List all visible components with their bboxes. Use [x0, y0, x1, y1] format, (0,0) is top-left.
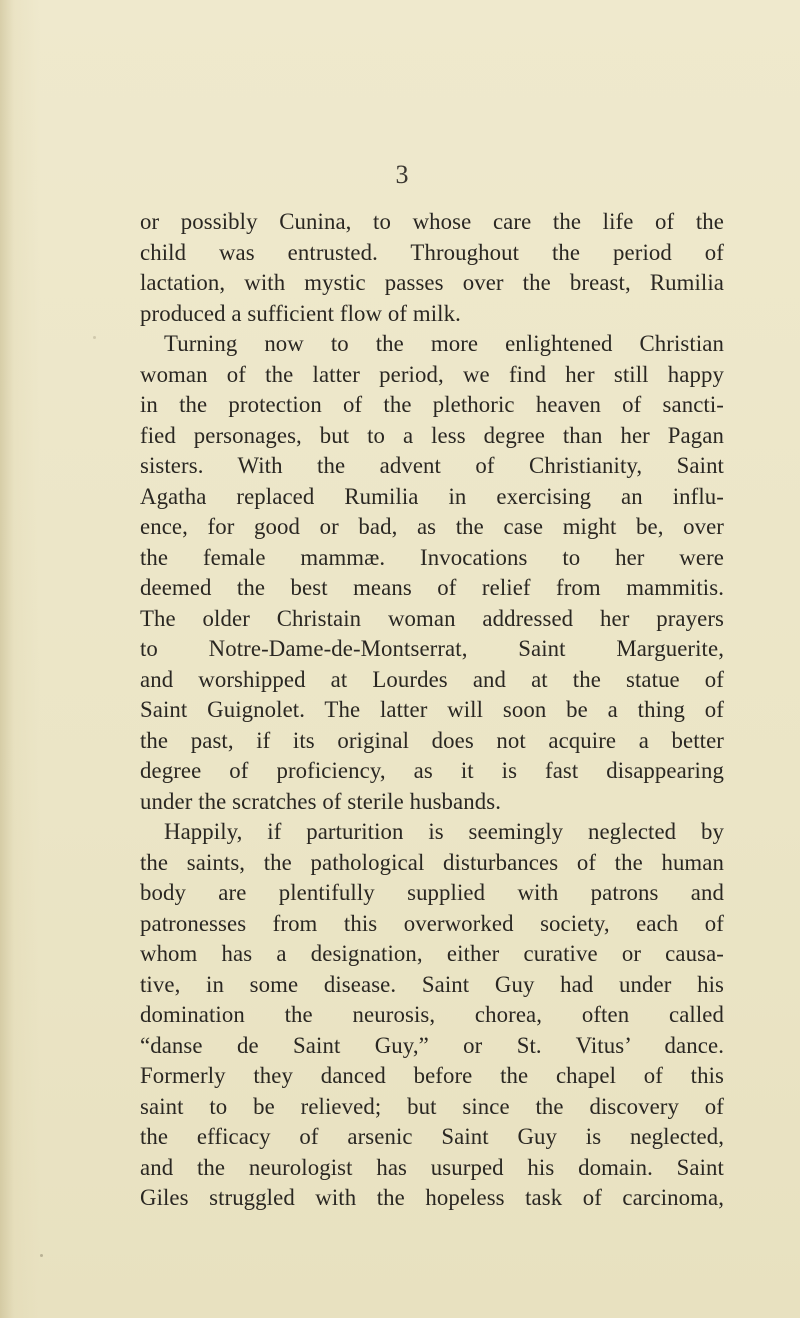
text-line: Giles struggled with the hopeless task of carcinoma,	[140, 1185, 724, 1210]
text-line: or possibly Cunina, to whose care the life of the	[140, 209, 724, 234]
text-line: produced a sufficient flow of milk.	[140, 300, 461, 326]
text-line: domination the neurosis, chorea, often called	[140, 1002, 724, 1027]
text-line: to Notre-Dame-de-Montserrat, Saint Marguerite,	[140, 636, 724, 661]
text-line: lactation, with mystic passes over the breast, Rumilia	[140, 270, 724, 295]
text-line: degree of proficiency, as it is fast disappearing	[140, 758, 724, 783]
body-text	[140, 207, 724, 1214]
text-line: ence, for good or bad, as the case might be, over	[140, 514, 724, 539]
paper-speck	[93, 336, 96, 339]
text-line: body are plentifully supplied with patrons and	[140, 880, 724, 905]
text-line: tive, in some disease. Saint Guy had under his	[140, 971, 724, 997]
text-line: patronesses from this overworked society, each of	[140, 910, 724, 936]
text-line: “danse de Saint Guy,” or St. Vitus’ dance.	[140, 1032, 724, 1058]
text-line: Agatha replaced Rumilia in exercising an influ-	[140, 483, 724, 509]
text-line: child was entrusted. Throughout the period of	[140, 239, 724, 265]
text-line: fied personages, but to a less degree than her Pagan	[140, 422, 724, 448]
text-line: and the neurologist has usurped his domain. Saint	[140, 1154, 724, 1180]
text-line: the saints, the pathological disturbances of the human	[140, 849, 724, 875]
text-line: the efficacy of arsenic Saint Guy is neglected,	[140, 1124, 724, 1149]
text-line: deemed the best means of relief from mammitis.	[140, 575, 724, 600]
text-line: and worshipped at Lourdes and at the statue of	[140, 666, 724, 692]
text-line: in the protection of the plethoric heaven of sancti-	[140, 392, 724, 417]
paper-speck	[40, 1254, 43, 1257]
text-line: Saint Guignolet. The latter will soon be a thing of	[140, 697, 724, 722]
text-line: the female mammæ. Invocations to her were	[140, 544, 724, 570]
text-line: The older Christain woman addressed her prayers	[140, 605, 724, 631]
text-line: Formerly they danced before the chapel of this	[140, 1063, 724, 1088]
text-line: sisters. With the advent of Christianity, Saint	[140, 453, 724, 478]
text-line: under the scratches of sterile husbands.	[140, 788, 502, 814]
text-line: Turning now to the more enlightened Christian	[164, 331, 724, 356]
text-line: whom has a designation, either curative or causa-	[140, 941, 724, 966]
text-line: the past, if its original does not acquire a better	[140, 727, 724, 753]
text-line: Happily, if parturition is seemingly neglected by	[164, 819, 724, 844]
text-line: woman of the latter period, we find her still happy	[140, 361, 724, 387]
page-number: 3	[395, 160, 409, 189]
text-line: saint to be relieved; but since the discovery of	[140, 1093, 724, 1119]
